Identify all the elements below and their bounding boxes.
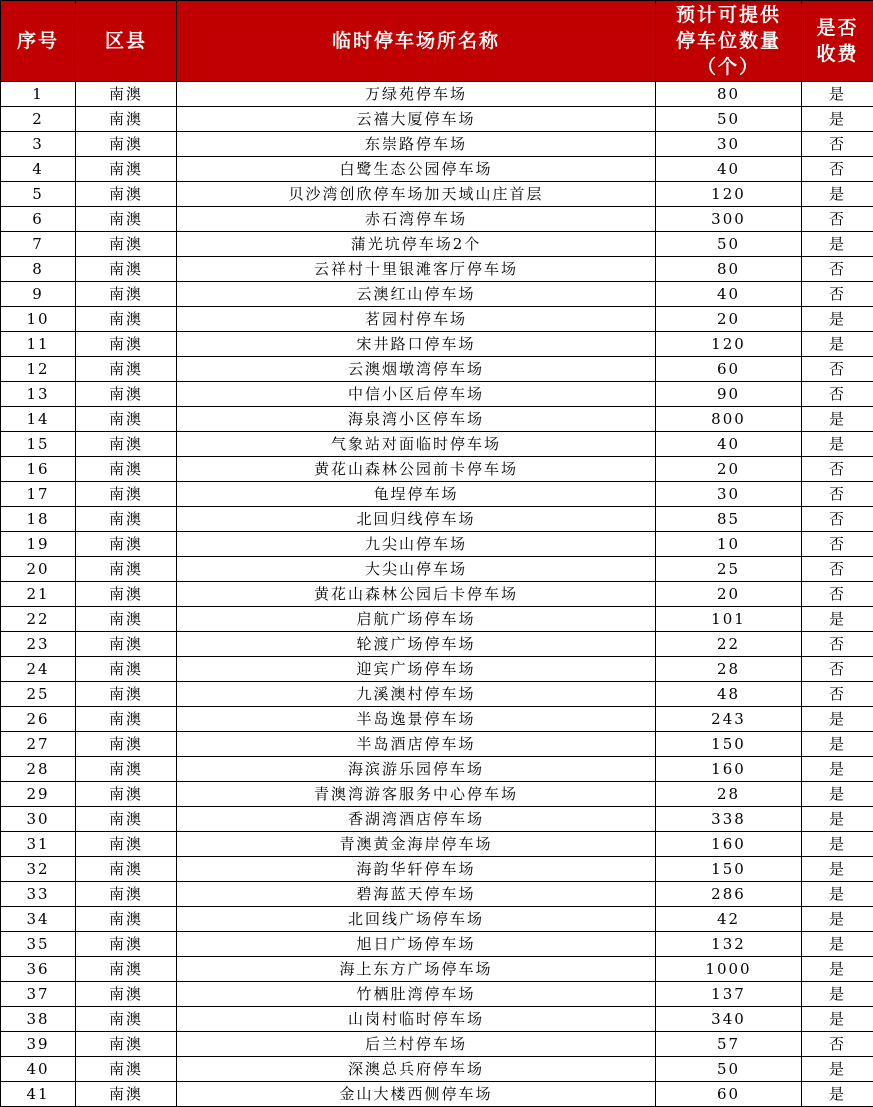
table-row xyxy=(1,682,873,707)
table-row xyxy=(1,957,873,982)
cell-fee: 是 xyxy=(802,932,873,957)
cell-capacity: 120 xyxy=(656,182,802,207)
cell-index: 41 xyxy=(1,1082,76,1107)
cell-capacity: 25 xyxy=(656,557,802,582)
cell-fee: 否 xyxy=(802,582,873,607)
table-row xyxy=(1,282,873,307)
cell-district: 南澳 xyxy=(76,332,177,357)
cell-district: 南澳 xyxy=(76,232,177,257)
cell-district: 南澳 xyxy=(76,507,177,532)
cell-index: 16 xyxy=(1,457,76,482)
cell-district: 南澳 xyxy=(76,682,177,707)
cell-capacity: 28 xyxy=(656,782,802,807)
table-row xyxy=(1,257,873,282)
table-row xyxy=(1,1057,873,1082)
cell-capacity: 40 xyxy=(656,282,802,307)
cell-index: 18 xyxy=(1,507,76,532)
cell-name: 中信小区后停车场 xyxy=(177,382,656,407)
cell-fee: 是 xyxy=(802,182,873,207)
cell-fee: 否 xyxy=(802,257,873,282)
cell-district: 南澳 xyxy=(76,832,177,857)
table-row xyxy=(1,657,873,682)
cell-name: 碧海蓝天停车场 xyxy=(177,882,656,907)
cell-index: 22 xyxy=(1,607,76,632)
cell-fee: 否 xyxy=(802,457,873,482)
cell-fee: 是 xyxy=(802,782,873,807)
table-row xyxy=(1,532,873,557)
cell-district: 南澳 xyxy=(76,82,177,107)
cell-capacity: 30 xyxy=(656,482,802,507)
table-row xyxy=(1,582,873,607)
header-index: 序号 xyxy=(1,1,76,82)
cell-district: 南澳 xyxy=(76,557,177,582)
cell-capacity: 57 xyxy=(656,1032,802,1057)
cell-capacity: 20 xyxy=(656,307,802,332)
cell-capacity: 101 xyxy=(656,607,802,632)
cell-district: 南澳 xyxy=(76,707,177,732)
cell-fee: 是 xyxy=(802,432,873,457)
cell-fee: 是 xyxy=(802,807,873,832)
cell-index: 31 xyxy=(1,832,76,857)
table-row xyxy=(1,807,873,832)
cell-fee: 否 xyxy=(802,682,873,707)
cell-capacity: 20 xyxy=(656,457,802,482)
cell-capacity: 132 xyxy=(656,932,802,957)
cell-fee: 是 xyxy=(802,107,873,132)
cell-capacity: 28 xyxy=(656,657,802,682)
cell-index: 14 xyxy=(1,407,76,432)
cell-fee: 是 xyxy=(802,1057,873,1082)
cell-fee: 否 xyxy=(802,132,873,157)
cell-index: 10 xyxy=(1,307,76,332)
cell-capacity: 1000 xyxy=(656,957,802,982)
table-row xyxy=(1,632,873,657)
cell-name: 黄花山森林公园后卡停车场 xyxy=(177,582,656,607)
cell-fee: 是 xyxy=(802,407,873,432)
table-row xyxy=(1,132,873,157)
cell-index: 27 xyxy=(1,732,76,757)
cell-name: 赤石湾停车场 xyxy=(177,207,656,232)
cell-index: 2 xyxy=(1,107,76,132)
cell-name: 深澳总兵府停车场 xyxy=(177,1057,656,1082)
cell-capacity: 150 xyxy=(656,857,802,882)
cell-fee: 否 xyxy=(802,532,873,557)
cell-index: 21 xyxy=(1,582,76,607)
cell-fee: 否 xyxy=(802,1032,873,1057)
cell-index: 4 xyxy=(1,157,76,182)
cell-district: 南澳 xyxy=(76,657,177,682)
cell-name: 金山大楼西侧停车场 xyxy=(177,1082,656,1107)
cell-name: 迎宾广场停车场 xyxy=(177,657,656,682)
cell-name: 云澳红山停车场 xyxy=(177,282,656,307)
cell-fee: 是 xyxy=(802,757,873,782)
cell-name: 海滨游乐园停车场 xyxy=(177,757,656,782)
cell-capacity: 60 xyxy=(656,1082,802,1107)
cell-fee: 否 xyxy=(802,282,873,307)
cell-name: 香湖湾酒店停车场 xyxy=(177,807,656,832)
cell-fee: 是 xyxy=(802,882,873,907)
cell-district: 南澳 xyxy=(76,132,177,157)
cell-capacity: 40 xyxy=(656,157,802,182)
cell-fee: 是 xyxy=(802,832,873,857)
cell-fee: 否 xyxy=(802,507,873,532)
table-row xyxy=(1,1082,873,1107)
table-row xyxy=(1,107,873,132)
cell-fee: 是 xyxy=(802,1007,873,1032)
cell-fee: 是 xyxy=(802,232,873,257)
cell-index: 35 xyxy=(1,932,76,957)
cell-fee: 否 xyxy=(802,632,873,657)
table-row xyxy=(1,507,873,532)
cell-district: 南澳 xyxy=(76,957,177,982)
cell-index: 8 xyxy=(1,257,76,282)
cell-name: 后兰村停车场 xyxy=(177,1032,656,1057)
cell-index: 3 xyxy=(1,132,76,157)
cell-index: 30 xyxy=(1,807,76,832)
cell-index: 26 xyxy=(1,707,76,732)
cell-name: 东崇路停车场 xyxy=(177,132,656,157)
table-row xyxy=(1,457,873,482)
table-row xyxy=(1,357,873,382)
table-row xyxy=(1,232,873,257)
cell-index: 7 xyxy=(1,232,76,257)
cell-fee: 是 xyxy=(802,707,873,732)
table-row xyxy=(1,1032,873,1057)
cell-district: 南澳 xyxy=(76,582,177,607)
cell-district: 南澳 xyxy=(76,607,177,632)
header-capacity xyxy=(656,1,802,82)
cell-name: 黄花山森林公园前卡停车场 xyxy=(177,457,656,482)
cell-name: 海泉湾小区停车场 xyxy=(177,407,656,432)
cell-index: 17 xyxy=(1,482,76,507)
table-header xyxy=(1,1,873,82)
cell-district: 南澳 xyxy=(76,757,177,782)
cell-index: 39 xyxy=(1,1032,76,1057)
cell-capacity: 20 xyxy=(656,582,802,607)
cell-district: 南澳 xyxy=(76,432,177,457)
cell-fee: 否 xyxy=(802,207,873,232)
table-row xyxy=(1,832,873,857)
cell-district: 南澳 xyxy=(76,157,177,182)
cell-index: 15 xyxy=(1,432,76,457)
cell-index: 13 xyxy=(1,382,76,407)
cell-capacity: 243 xyxy=(656,707,802,732)
cell-district: 南澳 xyxy=(76,307,177,332)
table-row xyxy=(1,407,873,432)
cell-fee: 是 xyxy=(802,1082,873,1107)
table-row xyxy=(1,557,873,582)
header-district: 区县 xyxy=(76,1,177,82)
cell-index: 23 xyxy=(1,632,76,657)
cell-fee: 是 xyxy=(802,332,873,357)
cell-capacity: 160 xyxy=(656,832,802,857)
cell-name: 云祥村十里银滩客厅停车场 xyxy=(177,257,656,282)
cell-district: 南澳 xyxy=(76,982,177,1007)
cell-name: 青澳黄金海岸停车场 xyxy=(177,832,656,857)
cell-index: 28 xyxy=(1,757,76,782)
cell-name: 山岗村临时停车场 xyxy=(177,1007,656,1032)
cell-name: 龟埕停车场 xyxy=(177,482,656,507)
cell-fee: 否 xyxy=(802,657,873,682)
cell-index: 6 xyxy=(1,207,76,232)
cell-name: 青澳湾游客服务中心停车场 xyxy=(177,782,656,807)
cell-name: 蒲光坑停车场2个 xyxy=(177,232,656,257)
header-fee xyxy=(802,1,873,82)
cell-district: 南澳 xyxy=(76,257,177,282)
table-row xyxy=(1,482,873,507)
cell-district: 南澳 xyxy=(76,482,177,507)
cell-capacity: 60 xyxy=(656,357,802,382)
cell-capacity: 286 xyxy=(656,882,802,907)
cell-fee: 否 xyxy=(802,482,873,507)
cell-name: 九尖山停车场 xyxy=(177,532,656,557)
cell-district: 南澳 xyxy=(76,932,177,957)
cell-name: 轮渡广场停车场 xyxy=(177,632,656,657)
cell-capacity: 300 xyxy=(656,207,802,232)
cell-fee: 是 xyxy=(802,732,873,757)
cell-name: 云澳烟墩湾停车场 xyxy=(177,357,656,382)
header-row xyxy=(1,1,873,82)
table-row xyxy=(1,157,873,182)
header-capacity-label: 预计可提供停车位数量（个） xyxy=(669,2,789,80)
table-row xyxy=(1,432,873,457)
cell-index: 12 xyxy=(1,357,76,382)
table-row xyxy=(1,782,873,807)
cell-index: 36 xyxy=(1,957,76,982)
cell-district: 南澳 xyxy=(76,182,177,207)
cell-index: 34 xyxy=(1,907,76,932)
cell-district: 南澳 xyxy=(76,1032,177,1057)
cell-fee: 是 xyxy=(802,307,873,332)
cell-capacity: 50 xyxy=(656,232,802,257)
cell-fee: 是 xyxy=(802,857,873,882)
cell-capacity: 80 xyxy=(656,82,802,107)
cell-capacity: 30 xyxy=(656,132,802,157)
cell-index: 32 xyxy=(1,857,76,882)
cell-capacity: 40 xyxy=(656,432,802,457)
cell-name: 云禧大厦停车场 xyxy=(177,107,656,132)
cell-index: 11 xyxy=(1,332,76,357)
table-row xyxy=(1,207,873,232)
cell-index: 1 xyxy=(1,82,76,107)
cell-name: 九溪澳村停车场 xyxy=(177,682,656,707)
cell-name: 茗园村停车场 xyxy=(177,307,656,332)
cell-district: 南澳 xyxy=(76,407,177,432)
cell-district: 南澳 xyxy=(76,1007,177,1032)
cell-capacity: 50 xyxy=(656,1057,802,1082)
cell-district: 南澳 xyxy=(76,907,177,932)
cell-name: 旭日广场停车场 xyxy=(177,932,656,957)
table-row xyxy=(1,857,873,882)
cell-index: 38 xyxy=(1,1007,76,1032)
cell-index: 40 xyxy=(1,1057,76,1082)
cell-fee: 是 xyxy=(802,607,873,632)
header-fee-label: 是否收费 xyxy=(815,15,861,67)
table-row xyxy=(1,182,873,207)
cell-index: 9 xyxy=(1,282,76,307)
table-row xyxy=(1,307,873,332)
cell-district: 南澳 xyxy=(76,632,177,657)
cell-fee: 是 xyxy=(802,982,873,1007)
cell-district: 南澳 xyxy=(76,282,177,307)
cell-district: 南澳 xyxy=(76,107,177,132)
table-row xyxy=(1,332,873,357)
cell-district: 南澳 xyxy=(76,457,177,482)
cell-capacity: 338 xyxy=(656,807,802,832)
cell-fee: 是 xyxy=(802,907,873,932)
cell-capacity: 800 xyxy=(656,407,802,432)
cell-index: 20 xyxy=(1,557,76,582)
table-row xyxy=(1,1007,873,1032)
cell-capacity: 120 xyxy=(656,332,802,357)
cell-capacity: 50 xyxy=(656,107,802,132)
cell-capacity: 42 xyxy=(656,907,802,932)
cell-index: 25 xyxy=(1,682,76,707)
cell-fee: 是 xyxy=(802,957,873,982)
cell-index: 33 xyxy=(1,882,76,907)
table-row xyxy=(1,382,873,407)
cell-name: 北回归线停车场 xyxy=(177,507,656,532)
table-row xyxy=(1,607,873,632)
cell-district: 南澳 xyxy=(76,857,177,882)
cell-district: 南澳 xyxy=(76,732,177,757)
table-row xyxy=(1,982,873,1007)
cell-name: 宋井路口停车场 xyxy=(177,332,656,357)
table-row xyxy=(1,732,873,757)
cell-district: 南澳 xyxy=(76,382,177,407)
cell-name: 竹栖肚湾停车场 xyxy=(177,982,656,1007)
cell-index: 24 xyxy=(1,657,76,682)
cell-fee: 否 xyxy=(802,157,873,182)
cell-name: 大尖山停车场 xyxy=(177,557,656,582)
cell-index: 19 xyxy=(1,532,76,557)
cell-fee: 是 xyxy=(802,82,873,107)
cell-fee: 否 xyxy=(802,557,873,582)
cell-fee: 否 xyxy=(802,357,873,382)
table-row xyxy=(1,82,873,107)
cell-district: 南澳 xyxy=(76,807,177,832)
cell-fee: 否 xyxy=(802,382,873,407)
table-row xyxy=(1,907,873,932)
cell-name: 万绿苑停车场 xyxy=(177,82,656,107)
cell-capacity: 85 xyxy=(656,507,802,532)
table-row xyxy=(1,707,873,732)
cell-name: 气象站对面临时停车场 xyxy=(177,432,656,457)
table-body xyxy=(1,82,873,1107)
cell-name: 白鹭生态公园停车场 xyxy=(177,157,656,182)
cell-district: 南澳 xyxy=(76,882,177,907)
cell-capacity: 150 xyxy=(656,732,802,757)
cell-district: 南澳 xyxy=(76,782,177,807)
table-row xyxy=(1,932,873,957)
table-row xyxy=(1,757,873,782)
cell-district: 南澳 xyxy=(76,207,177,232)
cell-name: 启航广场停车场 xyxy=(177,607,656,632)
header-name: 临时停车场所名称 xyxy=(177,1,656,82)
cell-name: 北回线广场停车场 xyxy=(177,907,656,932)
cell-district: 南澳 xyxy=(76,357,177,382)
cell-capacity: 22 xyxy=(656,632,802,657)
cell-capacity: 137 xyxy=(656,982,802,1007)
cell-name: 半岛逸景停车场 xyxy=(177,707,656,732)
cell-capacity: 10 xyxy=(656,532,802,557)
cell-district: 南澳 xyxy=(76,1082,177,1107)
cell-index: 29 xyxy=(1,782,76,807)
table-row xyxy=(1,882,873,907)
cell-district: 南澳 xyxy=(76,1057,177,1082)
cell-name: 海韵华轩停车场 xyxy=(177,857,656,882)
cell-district: 南澳 xyxy=(76,532,177,557)
cell-capacity: 80 xyxy=(656,257,802,282)
cell-capacity: 160 xyxy=(656,757,802,782)
cell-capacity: 340 xyxy=(656,1007,802,1032)
cell-capacity: 90 xyxy=(656,382,802,407)
cell-capacity: 48 xyxy=(656,682,802,707)
cell-name: 贝沙湾创欣停车场加天域山庄首层 xyxy=(177,182,656,207)
cell-name: 海上东方广场停车场 xyxy=(177,957,656,982)
cell-name: 半岛酒店停车场 xyxy=(177,732,656,757)
cell-index: 5 xyxy=(1,182,76,207)
cell-index: 37 xyxy=(1,982,76,1007)
